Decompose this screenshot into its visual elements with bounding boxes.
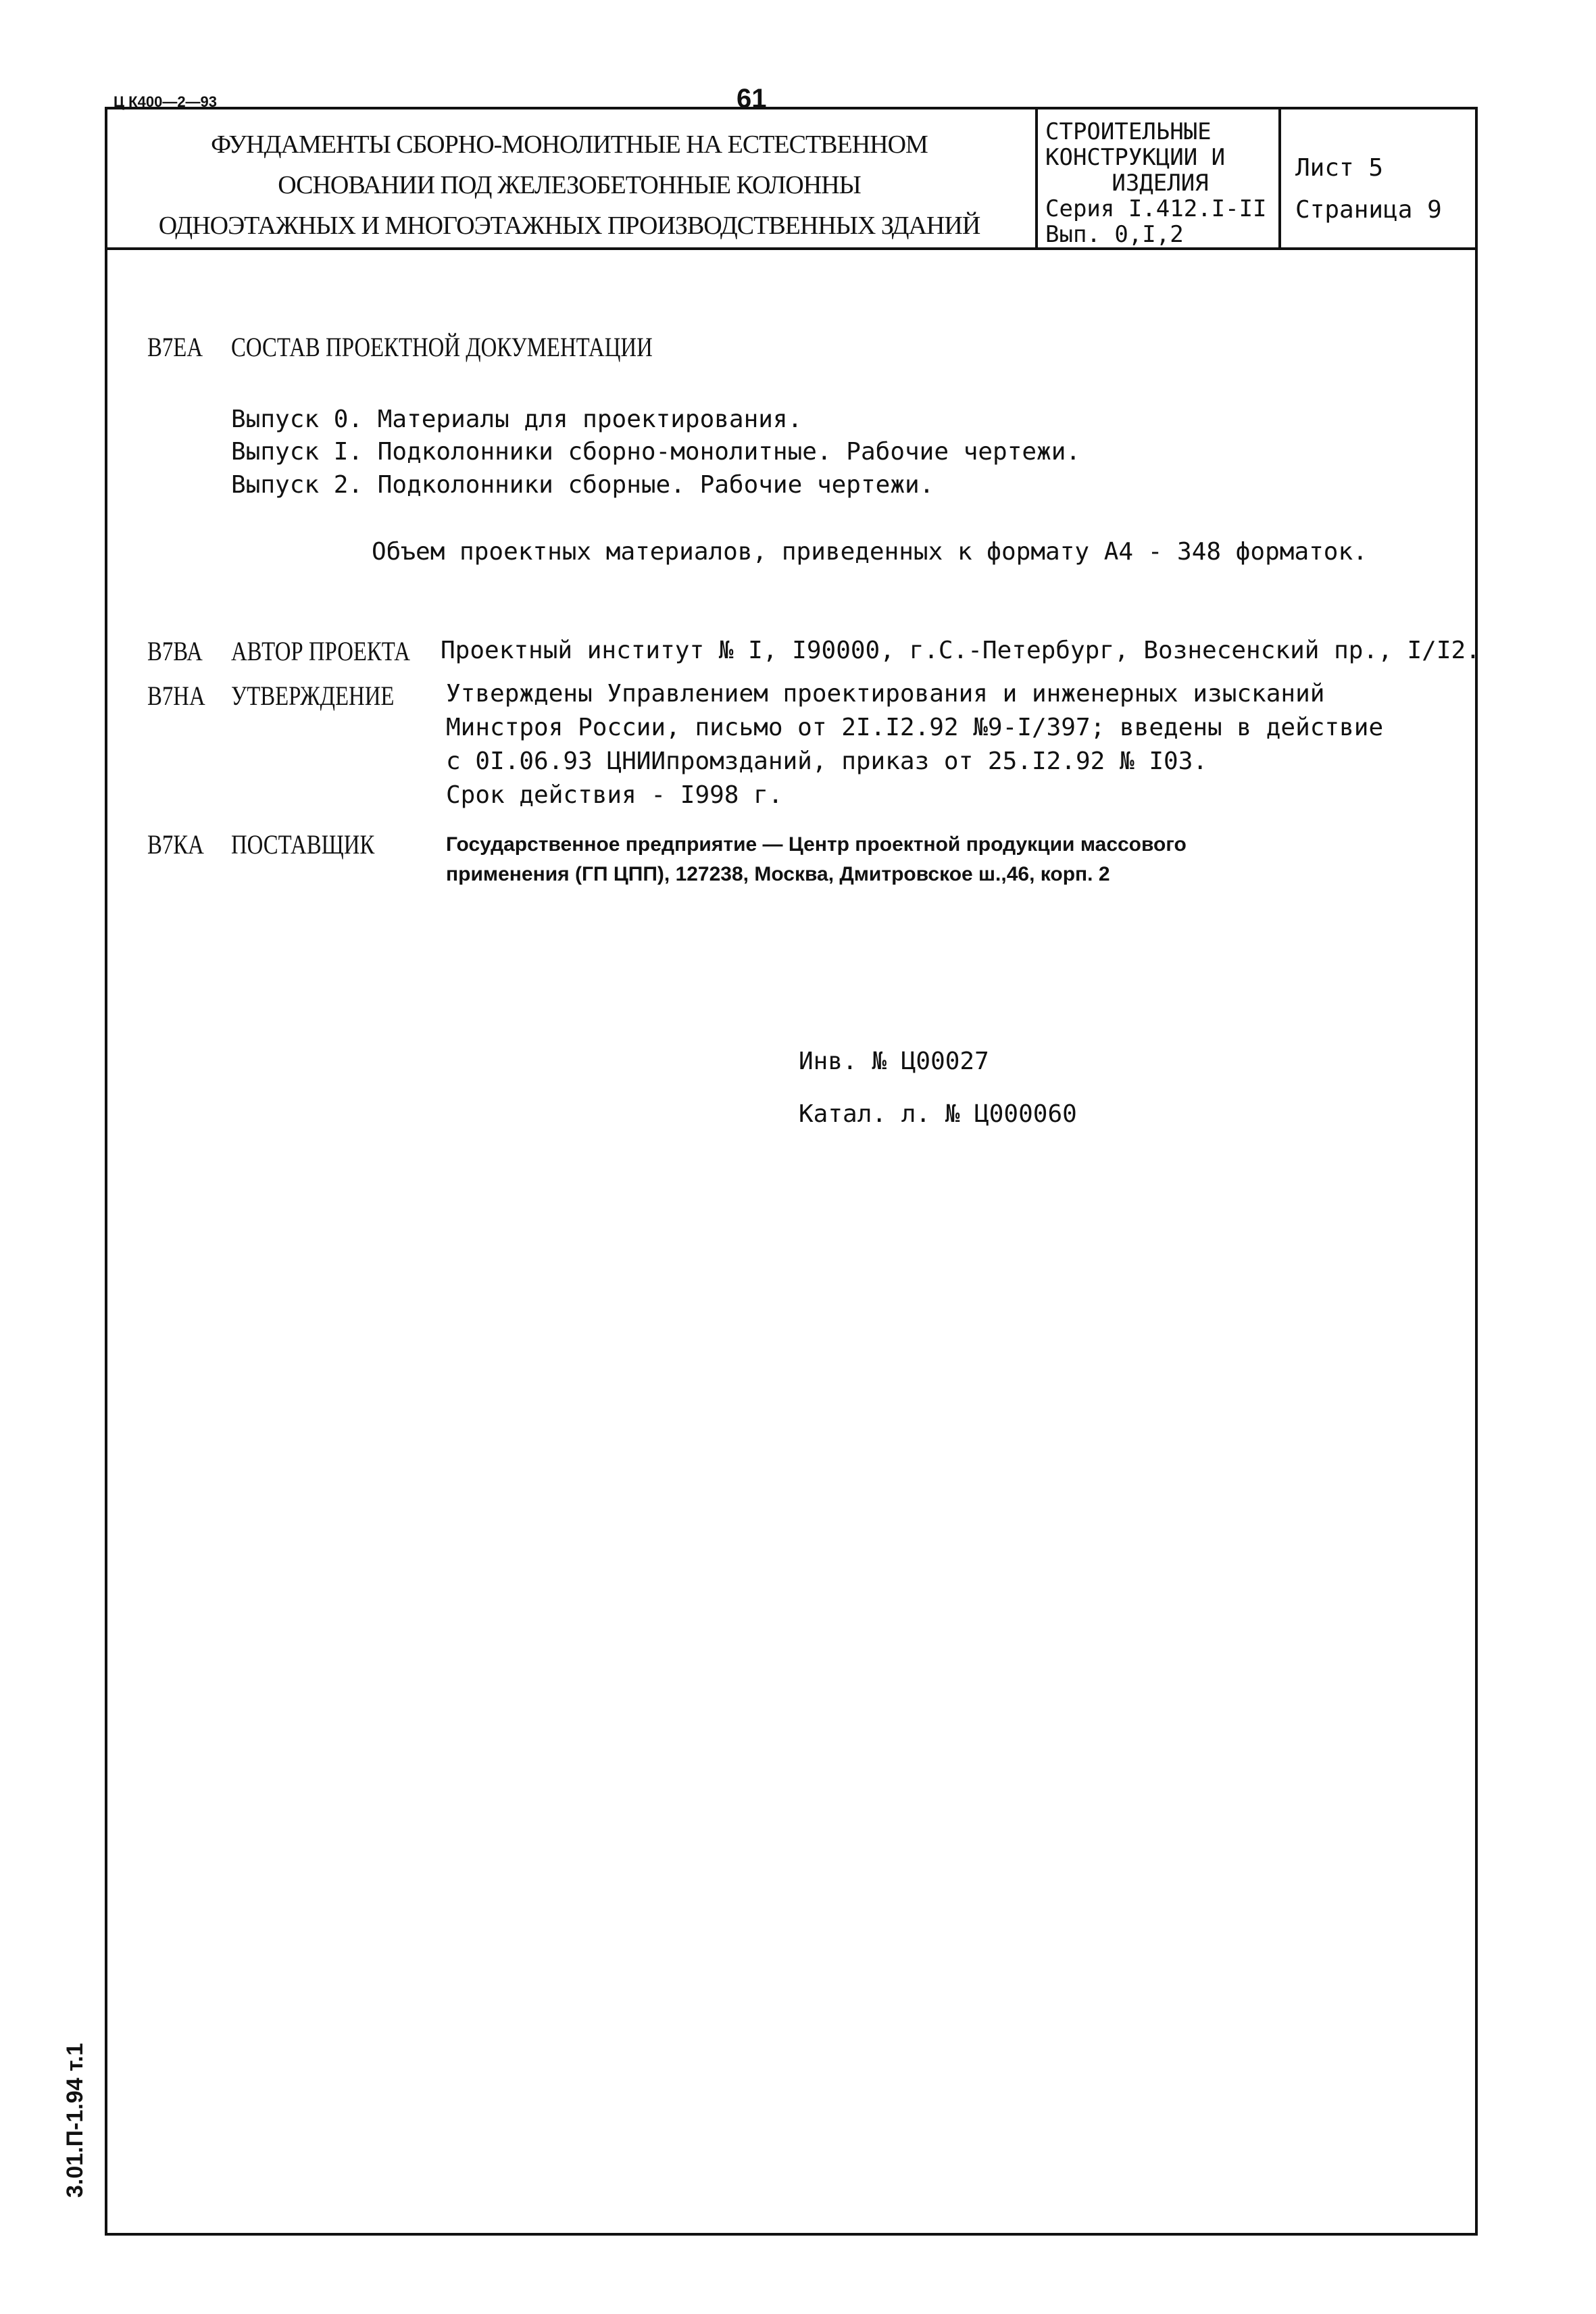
title-block bbox=[105, 107, 1478, 250]
inventory-number: Инв. № Ц00027 bbox=[799, 1048, 989, 1075]
catalog-number: Катал. л. № Ц000060 bbox=[799, 1100, 1077, 1128]
supplier-line: Государственное предприятие — Центр проектной продукции массового bbox=[446, 833, 1187, 856]
approval-line: Срок действия - I998 г. bbox=[446, 781, 783, 809]
section-code: В7ЕА bbox=[147, 332, 203, 362]
document-title bbox=[105, 124, 1034, 246]
divider bbox=[1278, 107, 1281, 247]
document-code-top: Ц К400—2—93 bbox=[114, 93, 218, 110]
sheet-number: Лист 5 bbox=[1295, 154, 1384, 182]
category-line: КОНСТРУКЦИИ И bbox=[1045, 144, 1226, 171]
section-title: СОСТАВ ПРОЕКТНОЙ ДОКУМЕНТАЦИИ bbox=[231, 332, 653, 362]
page-number: 61 bbox=[737, 84, 767, 114]
section-title: АВТОР ПРОЕКТА bbox=[231, 636, 410, 666]
section-code: В7ВА bbox=[147, 636, 203, 666]
section-code: В7КА bbox=[147, 829, 204, 860]
section-code: В7НА bbox=[147, 681, 205, 711]
approval-line: Утверждены Управлением проектирования и инженерных изысканий bbox=[446, 680, 1325, 708]
divider bbox=[1035, 107, 1038, 247]
page-label: Страница 9 bbox=[1295, 196, 1442, 224]
approval-line: Минстроя России, письмо от 2I.I2.92 №9-I/397; введены в действие bbox=[446, 714, 1384, 741]
author-text: Проектный институт № I, I90000, г.С.-Петербург, Вознесенский пр., I/I2. bbox=[441, 637, 1480, 664]
section-title: УТВЕРЖДЕНИЕ bbox=[231, 681, 395, 711]
category-line: ИЗДЕЛИЯ bbox=[1112, 170, 1209, 197]
issues: Вып. 0,I,2 bbox=[1045, 221, 1184, 248]
supplier-line: применения (ГП ЦПП), 127238, Москва, Дмитровское ш.,46, корп. 2 bbox=[446, 863, 1110, 885]
title-line: ОДНОЭТАЖНЫХ И МНОГОЭТАЖНЫХ ПРОИЗВОДСТВЕННЫХ ЗДАНИЙ bbox=[158, 212, 980, 240]
section-title: ПОСТАВЩИК bbox=[231, 829, 375, 860]
title-line: ОСНОВАНИИ ПОД ЖЕЛЕЗОБЕТОННЫЕ КОЛОННЫ bbox=[278, 171, 861, 199]
volume-note: Объем проектных материалов, приведенных к формату А4 - 348 форматок. bbox=[372, 538, 1368, 566]
series-number: Серия I.412.I-II bbox=[1045, 195, 1267, 222]
list-item: Выпуск I. Подколонники сборно-монолитные. Рабочие чертежи. bbox=[231, 438, 1081, 466]
approval-line: с 0I.06.93 ЦНИИпромзданий, приказ от 25.I2.92 № I03. bbox=[446, 747, 1208, 775]
series-block bbox=[1045, 119, 1275, 247]
sheet-block bbox=[1295, 147, 1442, 231]
title-line: ФУНДАМЕНТЫ СБОРНО-МОНОЛИТНЫЕ НА ЕСТЕСТВЕННОМ bbox=[211, 130, 928, 159]
side-code: 3.01.П-1.94 т.1 bbox=[62, 2042, 88, 2198]
category-line: СТРОИТЕЛЬНЫЕ bbox=[1045, 118, 1212, 145]
list-item: Выпуск 2. Подколонники сборные. Рабочие чертежи. bbox=[231, 471, 934, 499]
list-item: Выпуск 0. Материалы для проектирования. bbox=[231, 405, 803, 433]
